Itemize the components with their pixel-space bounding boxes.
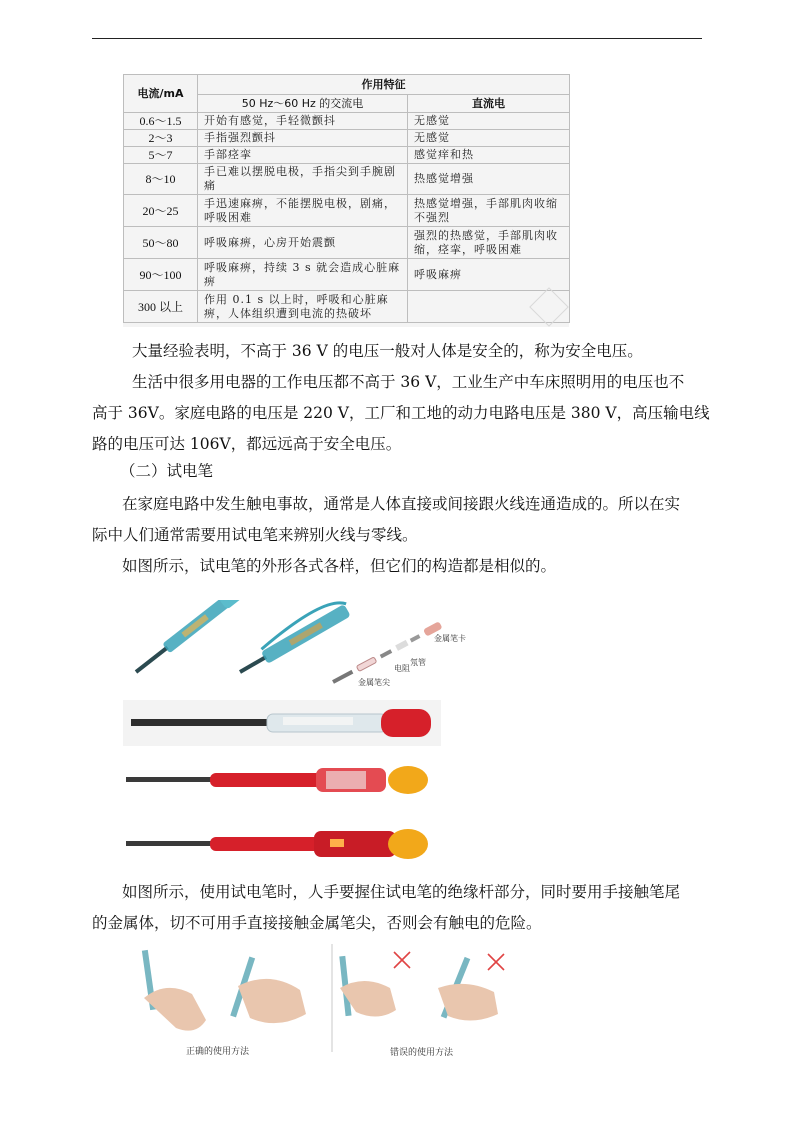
cell-current: 0.6～1.5: [124, 113, 198, 130]
heading-text: （二）试电笔: [120, 462, 214, 480]
screwdriver-clear: [123, 700, 441, 746]
label-tube: 氖管: [410, 658, 426, 667]
table-row: [124, 195, 570, 227]
cell-ac: 手指强烈颤抖: [198, 130, 408, 147]
section-heading: [92, 456, 704, 487]
text-line: 际中人们通常需要用试电笔来辨别火线与零线。: [92, 526, 418, 544]
cell-ac: 呼吸麻痹，持续 3 s 就会造成心脏麻痹: [198, 259, 408, 291]
test-pen-illustrations: [118, 600, 458, 690]
label-tip: 金属笔尖: [358, 678, 390, 687]
header-effect: 作用特征: [198, 75, 570, 95]
current-effect-grid: [123, 74, 570, 323]
cell-dc: 热感觉增强，手部肌肉收缩不强烈: [408, 195, 570, 227]
table-row: [124, 291, 570, 323]
table-row: [124, 164, 570, 195]
paragraph-accidents: [92, 489, 704, 551]
table-row: [124, 130, 570, 147]
cell-dc: 热感觉增强: [408, 164, 570, 195]
text-line: 高于 36V。家庭电路的电压是 220 V，工厂和工地的动力电路电压是 380 V，高压输电线: [92, 404, 710, 422]
table-row: [124, 113, 570, 130]
cell-current: 90～100: [124, 259, 198, 291]
header-ac: 50 Hz～60 Hz 的交流电: [198, 95, 408, 113]
cell-current: 300 以上: [124, 291, 198, 323]
figure-usage: [120, 940, 520, 1060]
header-dc: 直流电: [408, 95, 570, 113]
caption-correct: 正确的使用方法: [186, 1047, 250, 1057]
cell-dc: 无感觉: [408, 130, 570, 147]
paragraph-voltages: [92, 367, 710, 460]
wrong-mark-icon: [394, 952, 504, 970]
figure-screwdrivers-top: [118, 600, 466, 690]
table-row: [124, 147, 570, 164]
table-row: [124, 259, 570, 291]
cell-ac: 作用 0.1 s 以上时，呼吸和心脏麻痹，人体组织遭到电流的热破坏: [198, 291, 408, 323]
header-current: 电流/mA: [124, 75, 198, 113]
cell-ac: 手迅速麻痹，不能摆脱电极，剧痛，呼吸困难: [198, 195, 408, 227]
text-line: 如图所示，试电笔的外形各式各样，但它们的构造都是相似的。: [122, 557, 557, 575]
label-resistor: 电阻: [394, 664, 410, 673]
text-line: 在家庭电路中发生触电事故，通常是人体直接或间接跟火线连通造成的。所以在实: [122, 495, 681, 513]
paragraph-usage: [92, 877, 704, 939]
cell-current: 20～25: [124, 195, 198, 227]
header-rule: [92, 38, 702, 39]
cell-dc: 强烈的热感觉，手部肌肉收缩，痉挛，呼吸困难: [408, 227, 570, 259]
cell-ac: 手部痉挛: [198, 147, 408, 164]
cell-dc: 无感觉: [408, 113, 570, 130]
text-line: 大量经验表明，不高于 36 V 的电压一般对人体是安全的，称为安全电压。: [132, 342, 643, 360]
text-line: 生活中很多用电器的工作电压都不高于 36 V，工业生产中车床照明用的电压也不: [132, 373, 685, 391]
cell-dc: 呼吸麻痹: [408, 259, 570, 291]
screwdriver-red-2: [126, 822, 430, 868]
text-line: 如图所示，使用试电笔时，人手要握住试电笔的绝缘杆部分，同时要用手接触笔尾: [122, 883, 681, 901]
label-clip: 金属笔卡: [434, 634, 466, 643]
screwdriver-red-1: [126, 760, 430, 800]
text-line: 路的电压可达 106V，都远远高于安全电压。: [92, 435, 402, 453]
cell-dc: 感觉痒和热: [408, 147, 570, 164]
cell-ac: 开始有感觉，手轻微颤抖: [198, 113, 408, 130]
paragraph-safe-voltage: [92, 336, 704, 367]
paragraph-shapes: [92, 551, 704, 582]
cell-current: 8～10: [124, 164, 198, 195]
cell-ac: 呼吸麻痹，心房开始震颤: [198, 227, 408, 259]
table-row: [124, 227, 570, 259]
cell-current: 50～80: [124, 227, 198, 259]
cell-ac: 手已难以摆脱电极，手指尖到手腕剧痛: [198, 164, 408, 195]
cell-current: 5～7: [124, 147, 198, 164]
caption-wrong: 错误的使用方法: [390, 1048, 454, 1058]
text-line: 的金属体，切不可用手直接接触金属笔尖，否则会有触电的危险。: [92, 914, 542, 932]
current-effect-table: [123, 74, 569, 327]
cell-current: 2～3: [124, 130, 198, 147]
